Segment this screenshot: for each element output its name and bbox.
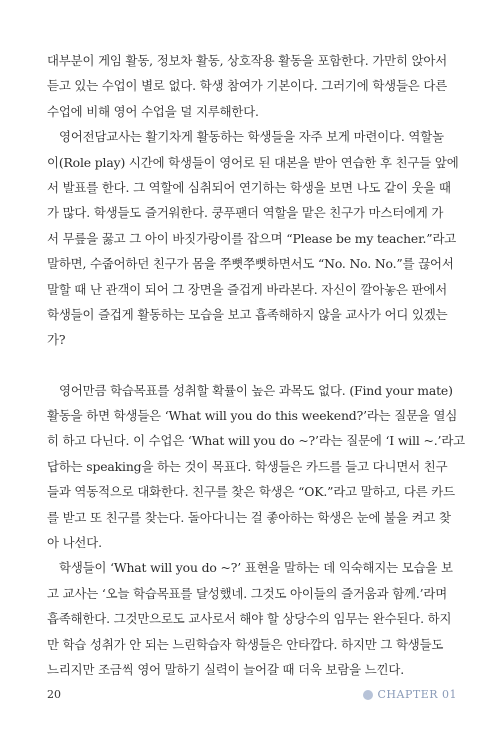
chapter-label <box>363 688 458 701</box>
text-line: 학생들이 즐겁게 활동하는 모습을 보고 흡족해하지 않을 교사가 어디 있겠는 <box>47 306 448 322</box>
text-line: 대부분이 게임 활동, 정보차 활동, 상호작용 활동을 포함한다. 가만히 앉아서 <box>47 53 448 68</box>
text-line: 만 학습 성취가 안 되는 느린학습자 학생들은 안타깝다. 하지만 그 학생들도 <box>47 636 444 652</box>
paragraph-1 <box>47 48 457 124</box>
text-line: 가? <box>47 332 66 348</box>
text-line: 학생들이 ‘What will you do ~?’ 표현을 말하는 데 익숙해지는 모습을 보 <box>59 560 453 576</box>
text-line: 서 무릎을 꿇고 그 아이 바짓가랑이를 잡으며 “Please be my teacher.”라고 <box>47 230 457 246</box>
paragraph-3 <box>47 378 465 556</box>
text-line: 히 하고 다닌다. 이 수업은 ‘What will you do ~?’라는 질문에 ‘I will ~.’라고 <box>47 433 465 449</box>
text-line: 아 나선다. <box>47 535 102 551</box>
paragraph-gap <box>47 353 457 378</box>
text-line: 답하는 speaking을 하는 것이 목표다. 학생들은 카드를 들고 다니면서 친구 <box>47 458 448 474</box>
page-number: 20 <box>47 688 61 701</box>
text-line: 듣고 있는 수업이 별로 없다. 학생 참여가 기본이다. 그러기에 학생들은 다른 <box>47 78 448 94</box>
page-body <box>47 48 465 682</box>
text-line: 말할 때 난 관객이 되어 그 장면을 즐겁게 바라본다. 자신이 깔아놓은 판에서 <box>47 281 448 297</box>
text-line: 이(Role play) 시간에 학생들이 영어로 된 대본을 받아 연습한 후 친구들 앞에 <box>47 154 459 170</box>
text-line: 느리지만 조금씩 영어 말하기 실력이 늘어갈 때 더욱 보람을 느낀다. <box>47 661 405 677</box>
text-line: 흡족해한다. 그것만으로도 교사로서 해야 할 상당수의 임무는 완수된다. 하지 <box>47 611 452 627</box>
text-line: 영어만큼 학습목표를 성취할 확률이 높은 과목도 없다. (Find your mate) <box>59 382 453 398</box>
chapter-circle-icon <box>363 690 373 700</box>
text-line: 영어전담교사는 활기차게 활동하는 학생들을 자주 보게 마련이다. 역할놀 <box>59 129 444 145</box>
text-line: 를 받고 또 친구를 찾는다. 돌아다니는 걸 좋아하는 학생은 눈에 불을 켜고 찾 <box>47 509 451 525</box>
paragraph-2 <box>47 124 457 353</box>
text-line: 서 발표를 한다. 그 역할에 심취되어 연기하는 학생을 보면 나도 같이 웃을 때 <box>47 179 451 195</box>
text-line: 가 많다. 학생들도 즐거워한다. 쿵푸팬더 역할을 맡은 친구가 마스터에게 가 <box>47 205 444 221</box>
text-line: 활동을 하면 학생들은 ‘What will you do this weekend?’라는 질문을 열심 <box>47 408 458 424</box>
text-line: 말하면, 수줍어하던 친구가 몸을 쭈뼛쭈뼛하면서도 “No. No. No.”를 끊어서 <box>47 256 454 272</box>
text-line: 고 교사는 ‘오늘 학습목표를 달성했네. 그것도 아이들의 즐거움과 함께.’라며 <box>47 585 448 601</box>
page-footer <box>47 688 457 701</box>
paragraph-4 <box>47 555 457 682</box>
chapter-label-text: CHAPTER 01 <box>377 688 457 701</box>
text-line: 수업에 비해 영어 수업을 덜 지루해한다. <box>47 103 259 119</box>
text-line: 들과 역동적으로 대화한다. 친구를 찾은 학생은 “OK.”라고 말하고, 다른 카드 <box>47 484 455 500</box>
